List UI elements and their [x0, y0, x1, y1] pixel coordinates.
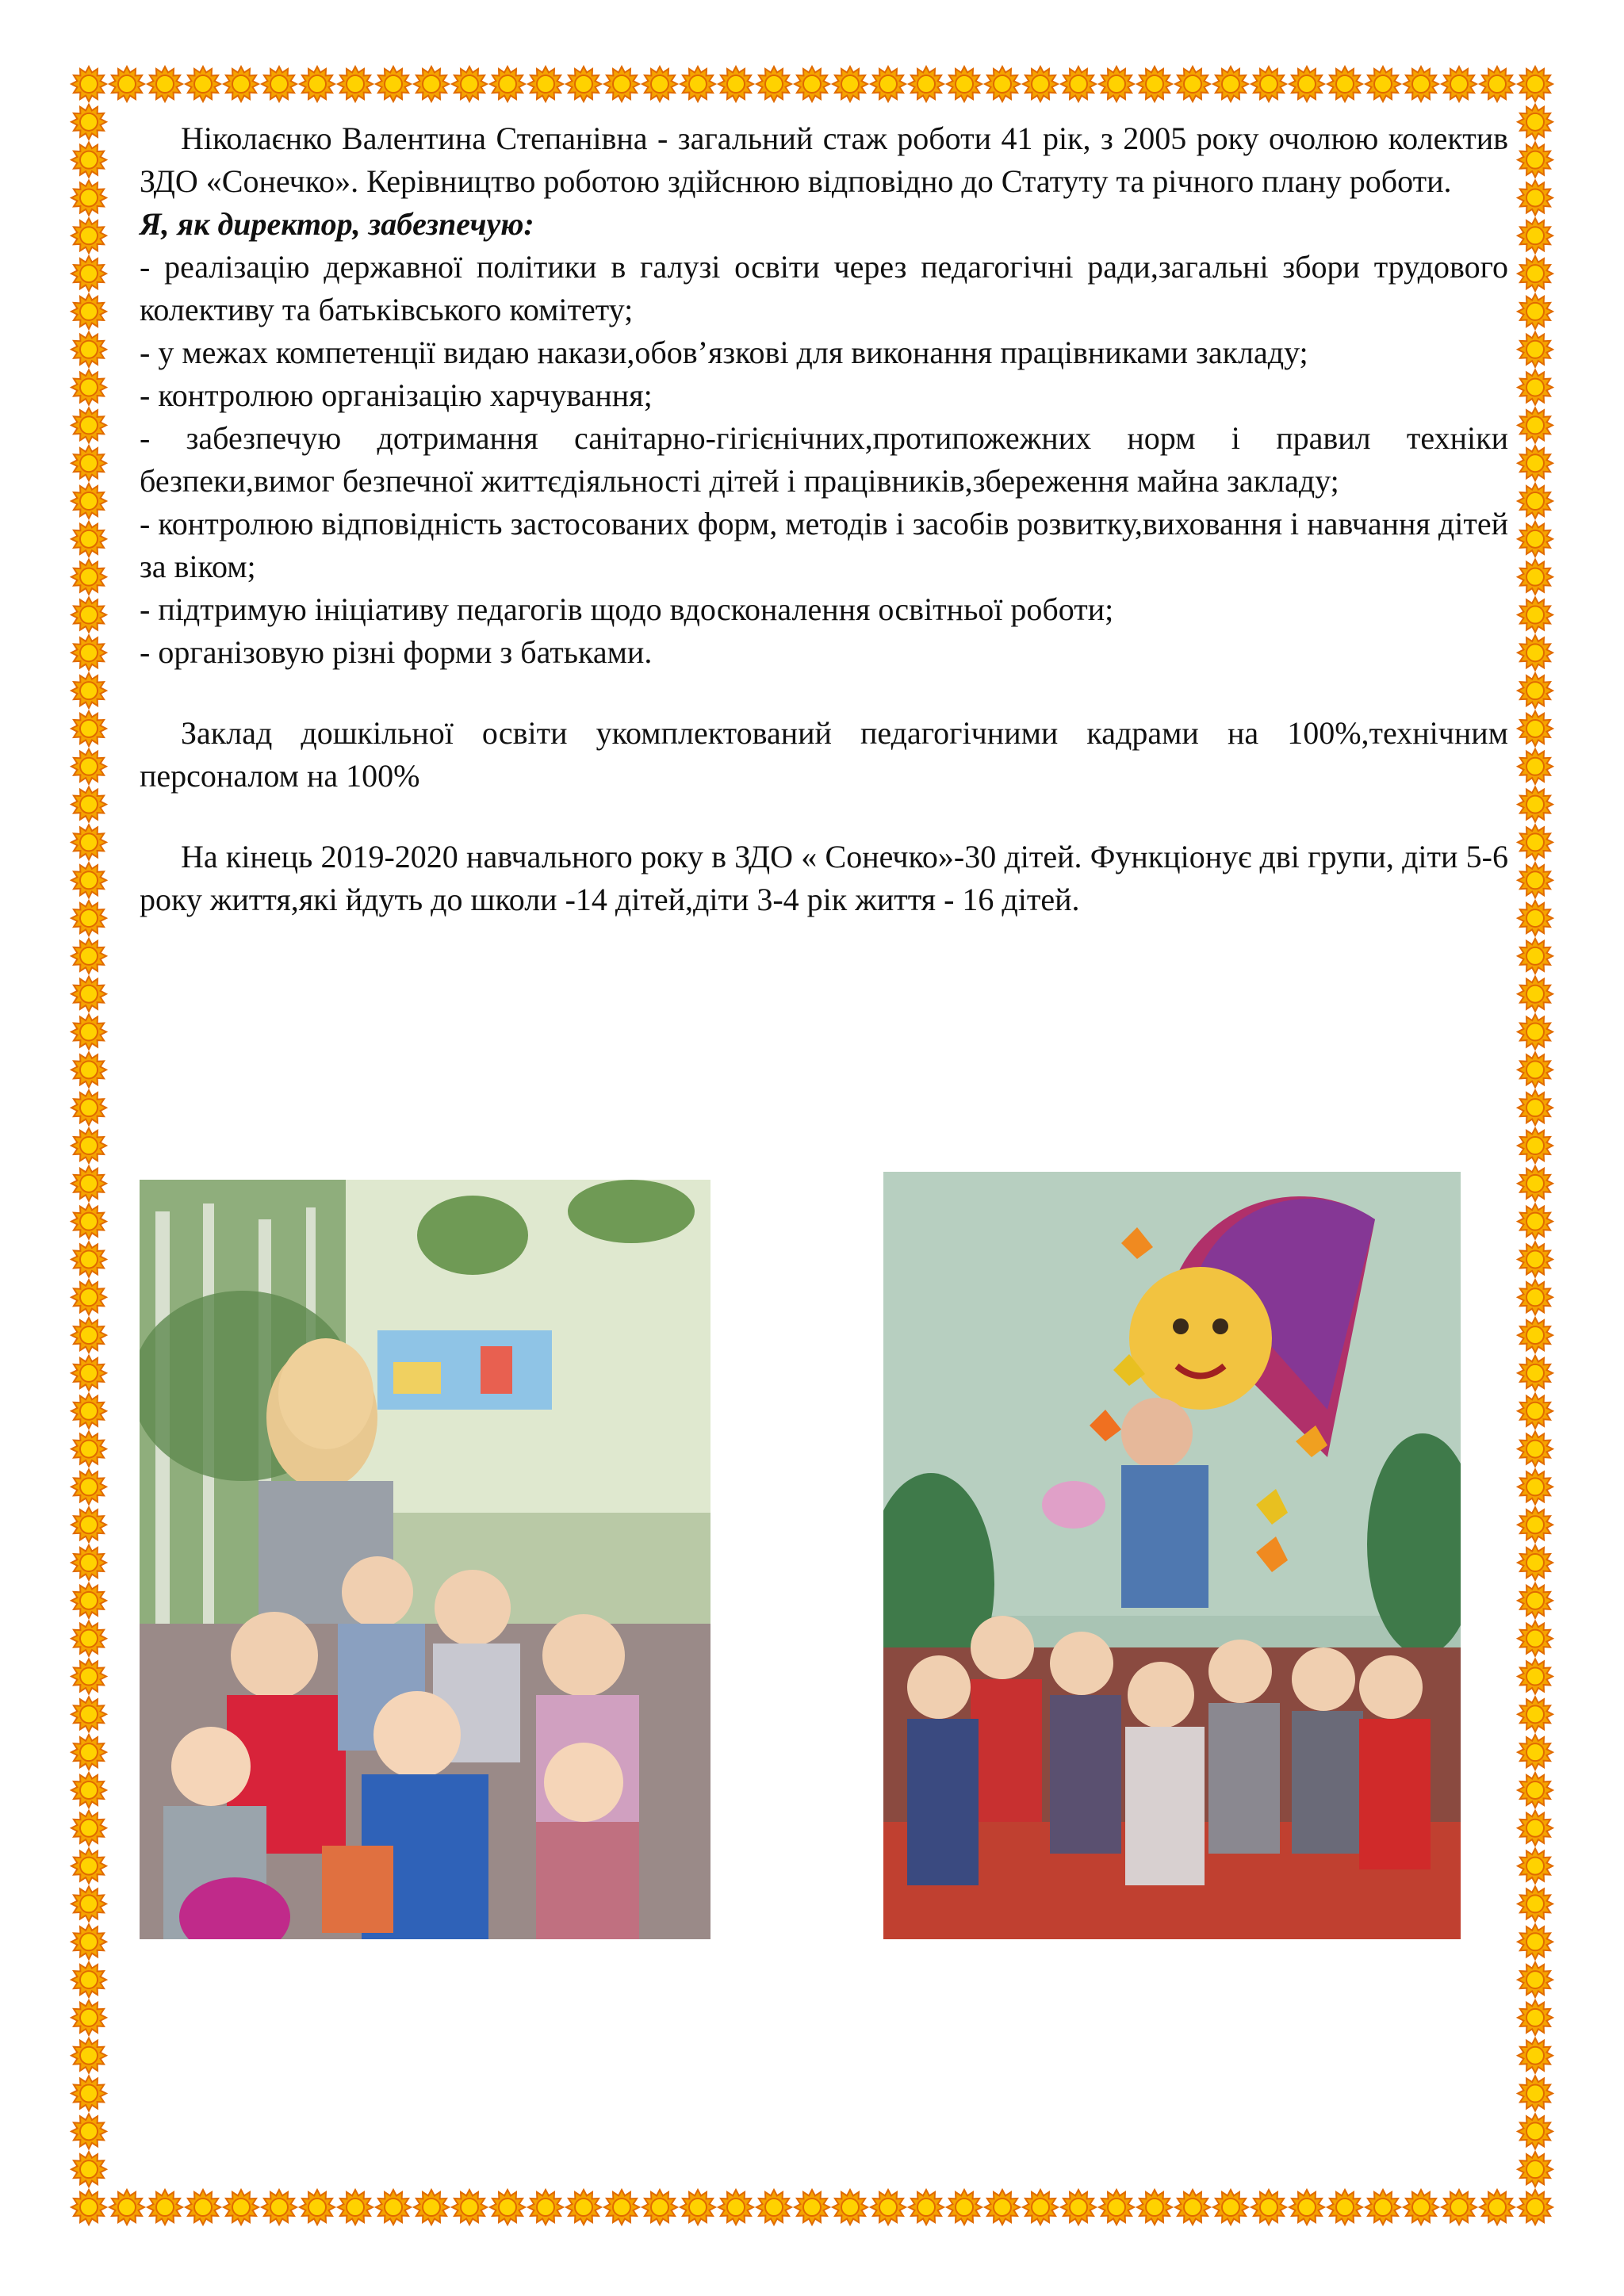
sun-ornament-icon	[1518, 1621, 1553, 1656]
sun-ornament-icon	[1518, 1318, 1553, 1353]
sun-ornament-icon	[1518, 67, 1553, 101]
sun-ornament-icon	[1518, 143, 1553, 178]
sun-ornament-icon	[1518, 370, 1553, 405]
sun-ornament-icon	[1518, 1356, 1553, 1391]
sun-ornament-icon	[300, 67, 335, 101]
sun-ornament-icon	[985, 2190, 1020, 2225]
sun-ornament-icon	[224, 67, 259, 101]
sun-ornament-icon	[1518, 2000, 1553, 2035]
sun-ornament-icon	[71, 2152, 106, 2187]
sun-ornament-icon	[71, 105, 106, 140]
sun-ornament-icon	[1518, 1469, 1553, 1504]
sun-ornament-icon	[795, 2190, 829, 2225]
sun-ornament-icon	[1289, 2190, 1324, 2225]
sun-ornament-icon	[1365, 2190, 1400, 2225]
sun-ornament-icon	[1518, 1773, 1553, 1808]
sun-ornament-icon	[756, 2190, 791, 2225]
sun-ornament-icon	[71, 2038, 106, 2073]
sun-ornament-icon	[871, 2190, 906, 2225]
sun-ornament-icon	[1518, 294, 1553, 329]
sun-ornament-icon	[1061, 67, 1096, 101]
duty-item: - контролюю відповідність застосованих форм, методів і засобів розвитку,виховання і навчання дітей за віком;	[140, 506, 1508, 584]
sun-ornament-icon	[71, 1962, 106, 1997]
sun-ornament-icon	[147, 2190, 182, 2225]
sun-ornament-icon	[1023, 67, 1058, 101]
sun-ornament-icon	[947, 67, 982, 101]
sun-ornament-icon	[71, 2114, 106, 2149]
sun-ornament-icon	[1518, 1280, 1553, 1314]
sun-ornament-icon	[1327, 67, 1362, 101]
sun-ornament-icon	[71, 256, 106, 291]
sun-ornament-icon	[71, 635, 106, 670]
sun-ornament-icon	[147, 67, 182, 101]
sun-ornament-icon	[490, 67, 525, 101]
sun-ornament-icon	[1480, 67, 1515, 101]
sun-ornament-icon	[71, 1735, 106, 1770]
sun-ornament-icon	[71, 143, 106, 178]
intro-paragraph: Ніколаєнко Валентина Степанівна - загальний стаж роботи 41 рік, з 2005 року очолюю колектив ЗДО «Сонечко». Керівництво роботою здійснюю відповідно до Статуту та річного плану роботи.	[140, 121, 1508, 199]
sun-ornament-icon	[186, 67, 220, 101]
sun-ornament-icon	[947, 2190, 982, 2225]
sun-ornament-icon	[1175, 2190, 1210, 2225]
sun-ornament-icon	[566, 2190, 601, 2225]
sun-ornament-icon	[71, 522, 106, 557]
duty-item: - у межах компетенції видаю накази,обов’язкові для виконання працівниками закладу;	[140, 335, 1308, 370]
sun-ornament-icon	[1518, 2076, 1553, 2111]
sun-ornament-icon	[71, 67, 106, 101]
sun-ornament-icon	[262, 2190, 297, 2225]
sun-ornament-icon	[376, 67, 411, 101]
sun-ornament-icon	[71, 2076, 106, 2111]
sun-ornament-icon	[338, 2190, 373, 2225]
sun-ornament-icon	[490, 2190, 525, 2225]
sun-ornament-icon	[985, 67, 1020, 101]
sun-ornament-icon	[71, 1015, 106, 1050]
sun-ornament-icon	[1518, 560, 1553, 595]
sun-ornament-icon	[1518, 1052, 1553, 1087]
sun-ornament-icon	[1518, 1394, 1553, 1429]
sun-ornament-icon	[71, 977, 106, 1012]
sun-ornament-icon	[1442, 67, 1477, 101]
duty-item: - забезпечую дотримання санітарно-гігієнічних,протипожежних норм і правил техніки безпеки,вимог безпечної життєдіяльності дітей і працівників,збереження майна закладу;	[140, 420, 1508, 499]
sun-ornament-icon	[71, 1659, 106, 1694]
sun-ornament-icon	[71, 711, 106, 746]
sun-ornament-icon	[71, 1507, 106, 1542]
sun-ornament-icon	[1480, 2190, 1515, 2225]
sun-ornament-icon	[1518, 1166, 1553, 1201]
sun-ornament-icon	[1404, 2190, 1438, 2225]
sun-ornament-icon	[1442, 2190, 1477, 2225]
sun-ornament-icon	[1061, 2190, 1096, 2225]
sun-ornament-icon	[1518, 1432, 1553, 1467]
sun-ornament-icon	[1518, 2152, 1553, 2187]
sun-ornament-icon	[71, 939, 106, 974]
sun-ornament-icon	[1518, 1659, 1553, 1694]
sun-ornament-icon	[71, 1356, 106, 1391]
sun-ornament-icon	[376, 2190, 411, 2225]
sun-ornament-icon	[1518, 825, 1553, 859]
sun-ornament-icon	[680, 2190, 715, 2225]
sun-ornament-icon	[71, 825, 106, 859]
sun-ornament-icon	[1518, 1242, 1553, 1277]
sun-ornament-icon	[756, 67, 791, 101]
sun-ornament-icon	[1518, 522, 1553, 557]
sun-ornament-icon	[604, 2190, 639, 2225]
sun-ornament-icon	[1289, 67, 1324, 101]
duty-item: - підтримую ініціативу педагогів щодо вдосконалення освітньої роботи;	[140, 591, 1114, 627]
sun-ornament-icon	[1404, 67, 1438, 101]
sun-ornament-icon	[262, 67, 297, 101]
sun-ornament-icon	[71, 560, 106, 595]
sun-ornament-icon	[1518, 408, 1553, 442]
duty-item: - контролюю організацію харчування;	[140, 377, 653, 413]
sun-ornament-icon	[186, 2190, 220, 2225]
sun-ornament-icon	[109, 2190, 144, 2225]
sun-ornament-icon	[1518, 711, 1553, 746]
sun-ornament-icon	[1518, 332, 1553, 367]
sun-ornament-icon	[604, 67, 639, 101]
sun-ornament-icon	[109, 67, 144, 101]
sun-ornament-icon	[680, 67, 715, 101]
sun-ornament-icon	[71, 1924, 106, 1959]
sun-ornament-icon	[1137, 67, 1172, 101]
sun-ornament-icon	[1518, 256, 1553, 291]
sun-ornament-icon	[224, 2190, 259, 2225]
sun-ornament-icon	[71, 294, 106, 329]
sun-ornament-icon	[1137, 2190, 1172, 2225]
sun-ornament-icon	[1518, 673, 1553, 708]
sun-ornament-icon	[71, 1773, 106, 1808]
sun-ornament-icon	[71, 1280, 106, 1314]
sun-ornament-icon	[452, 67, 487, 101]
sun-ornament-icon	[1518, 1090, 1553, 1125]
sun-ornament-icon	[71, 370, 106, 405]
sun-ornament-icon	[1518, 2114, 1553, 2149]
sun-ornament-icon	[71, 749, 106, 784]
sun-ornament-icon	[71, 1242, 106, 1277]
sun-ornament-icon	[71, 1583, 106, 1618]
sun-ornament-icon	[1518, 635, 1553, 670]
duty-item: - організовую різні форми з батьками.	[140, 634, 653, 670]
sun-ornament-icon	[909, 67, 944, 101]
sun-ornament-icon	[528, 67, 563, 101]
sun-ornament-icon	[1518, 1204, 1553, 1239]
photo-teacher-with-children-2	[883, 1172, 1461, 1939]
sun-ornament-icon	[71, 1090, 106, 1125]
sun-ornament-icon	[1518, 939, 1553, 974]
duties-heading: Я, як директор, забезпечую:	[140, 206, 534, 242]
sun-ornament-icon	[1518, 2038, 1553, 2073]
sun-ornament-icon	[71, 787, 106, 822]
staffing-paragraph: Заклад дошкільної освіти укомплектований педагогічними кадрами на 100%,технічним персоналом на 100%	[140, 715, 1508, 794]
sun-ornament-icon	[1518, 105, 1553, 140]
sun-ornament-icon	[1518, 901, 1553, 936]
sun-ornament-icon	[566, 67, 601, 101]
sun-ornament-icon	[1365, 67, 1400, 101]
sun-ornament-icon	[338, 67, 373, 101]
sun-ornament-icon	[71, 1318, 106, 1353]
sun-ornament-icon	[71, 1849, 106, 1884]
sun-ornament-icon	[71, 1886, 106, 1921]
sun-ornament-icon	[909, 2190, 944, 2225]
photo-teacher-with-children-1	[140, 1180, 710, 1939]
sun-ornament-icon	[71, 1697, 106, 1732]
sun-ornament-icon	[1518, 181, 1553, 216]
sun-ornament-icon	[71, 598, 106, 633]
sun-ornament-icon	[1518, 1962, 1553, 1997]
sun-ornament-icon	[71, 484, 106, 519]
sun-ornament-icon	[718, 67, 753, 101]
sun-ornament-icon	[71, 863, 106, 897]
sun-ornament-icon	[528, 2190, 563, 2225]
sun-ornament-icon	[71, 1166, 106, 1201]
sun-ornament-icon	[300, 2190, 335, 2225]
sun-ornament-icon	[414, 2190, 449, 2225]
sun-ornament-icon	[1518, 1583, 1553, 1618]
sun-ornament-icon	[1518, 1507, 1553, 1542]
sun-ornament-icon	[71, 2000, 106, 2035]
sun-ornament-icon	[71, 901, 106, 936]
sun-ornament-icon	[71, 218, 106, 253]
sun-ornament-icon	[718, 2190, 753, 2225]
sun-ornament-icon	[1518, 218, 1553, 253]
sun-ornament-icon	[71, 1128, 106, 1163]
sun-ornament-icon	[1518, 446, 1553, 480]
sun-ornament-icon	[71, 1432, 106, 1467]
document-text	[140, 117, 1508, 921]
sun-ornament-icon	[871, 67, 906, 101]
sun-ornament-icon	[71, 673, 106, 708]
sun-ornament-icon	[1518, 787, 1553, 822]
sun-ornament-icon	[414, 67, 449, 101]
sun-ornament-icon	[71, 1052, 106, 1087]
sun-ornament-icon	[1099, 2190, 1134, 2225]
sun-ornament-icon	[1518, 863, 1553, 897]
sun-ornament-icon	[71, 332, 106, 367]
sun-ornament-icon	[1213, 2190, 1248, 2225]
sun-ornament-icon	[1518, 1924, 1553, 1959]
sun-ornament-icon	[1518, 1697, 1553, 1732]
sun-ornament-icon	[1099, 67, 1134, 101]
sun-ornament-icon	[1518, 1849, 1553, 1884]
sun-ornament-icon	[71, 1469, 106, 1504]
sun-ornament-icon	[833, 2190, 868, 2225]
sun-ornament-icon	[1518, 1811, 1553, 1846]
sun-ornament-icon	[1518, 1015, 1553, 1050]
sun-ornament-icon	[1327, 2190, 1362, 2225]
sun-ornament-icon	[71, 1394, 106, 1429]
sun-ornament-icon	[1518, 1886, 1553, 1921]
sun-ornament-icon	[71, 1811, 106, 1846]
sun-ornament-icon	[1023, 2190, 1058, 2225]
sun-ornament-icon	[1518, 1735, 1553, 1770]
sun-ornament-icon	[71, 1204, 106, 1239]
sun-ornament-icon	[71, 181, 106, 216]
sun-ornament-icon	[1175, 67, 1210, 101]
sun-ornament-icon	[1251, 2190, 1286, 2225]
sun-ornament-icon	[833, 67, 868, 101]
sun-ornament-icon	[71, 1621, 106, 1656]
sun-ornament-icon	[1518, 1545, 1553, 1580]
sun-ornament-icon	[71, 446, 106, 480]
sun-ornament-icon	[1518, 598, 1553, 633]
sun-ornament-icon	[1518, 2190, 1553, 2225]
sun-ornament-icon	[1518, 749, 1553, 784]
sun-ornament-icon	[452, 2190, 487, 2225]
sun-ornament-icon	[71, 1545, 106, 1580]
sun-ornament-icon	[1518, 977, 1553, 1012]
sun-ornament-icon	[642, 67, 677, 101]
enrollment-paragraph: На кінець 2019-2020 навчального року в ЗДО « Сонечко»-30 дітей. Функціонує дві групи, діти 5-6 року життя,які йдуть до школи -14 дітей,діти 3-4 рік життя - 16 дітей.	[140, 839, 1508, 917]
sun-ornament-icon	[71, 2190, 106, 2225]
sun-ornament-icon	[795, 67, 829, 101]
sun-ornament-icon	[642, 2190, 677, 2225]
sun-ornament-icon	[71, 408, 106, 442]
sun-ornament-icon	[1251, 67, 1286, 101]
sun-ornament-icon	[1213, 67, 1248, 101]
sun-ornament-icon	[1518, 484, 1553, 519]
sun-ornament-icon	[1518, 1128, 1553, 1163]
duty-item: - реалізацію державної політики в галузі освіти через педагогічні ради,загальні збори трудового колективу та батьківського комітету;	[140, 249, 1508, 327]
